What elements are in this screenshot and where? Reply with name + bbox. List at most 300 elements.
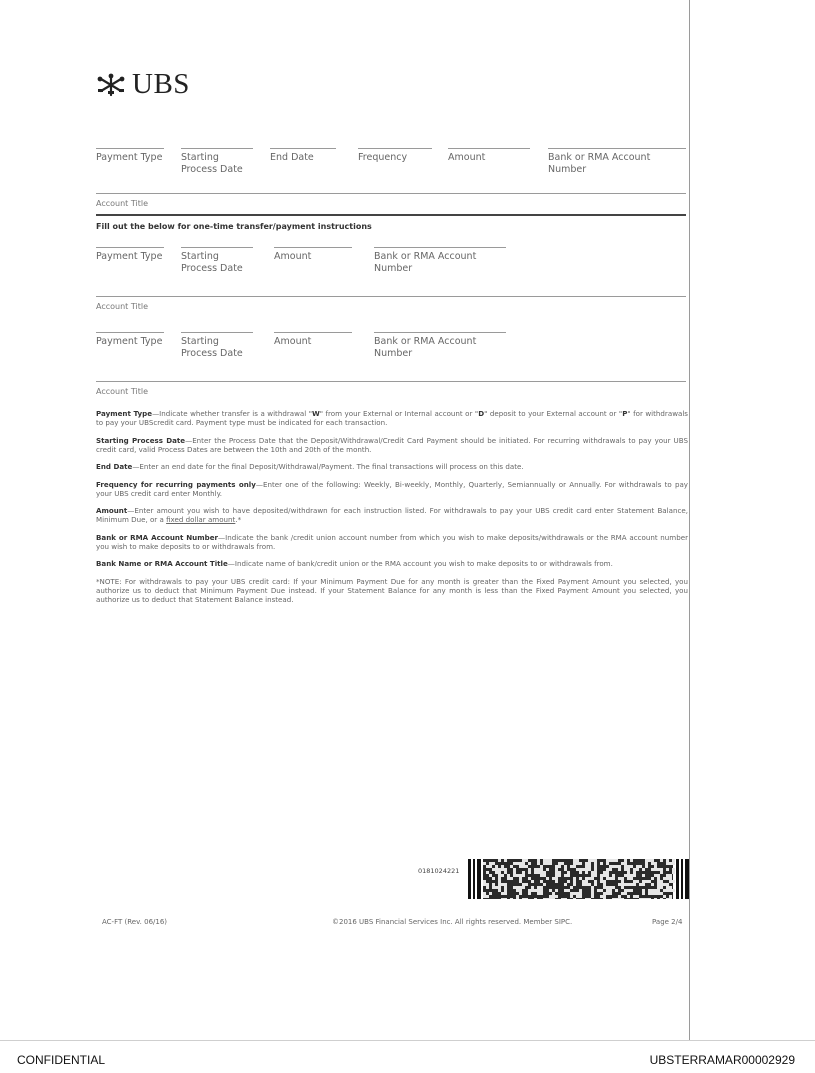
barcode-module — [498, 859, 501, 862]
barcode-module — [612, 877, 615, 880]
barcode-module — [669, 874, 672, 877]
barcode-module — [555, 895, 558, 898]
recurring-field-row — [96, 148, 686, 188]
barcode-module — [540, 868, 543, 871]
one-time-heading: Fill out the below for one-time transfer/payment instructions — [96, 222, 372, 231]
barcode-module — [639, 898, 642, 899]
barcode-module — [555, 877, 558, 880]
barcode-module — [516, 895, 519, 898]
barcode-module — [633, 874, 636, 877]
barcode-module — [552, 892, 555, 895]
barcode-module — [594, 862, 597, 865]
barcode-module — [588, 865, 591, 868]
barcode-module — [618, 877, 621, 880]
barcode-module — [585, 883, 588, 886]
barcode-module — [672, 868, 675, 871]
barcode-module — [510, 898, 513, 899]
barcode-module — [654, 892, 657, 895]
barcode-module — [495, 871, 498, 874]
barcode-module — [495, 865, 498, 868]
amount-field[interactable]: Amount — [274, 332, 352, 348]
barcode-module — [627, 868, 630, 871]
barcode-module — [606, 868, 609, 871]
barcode-module — [522, 859, 525, 862]
barcode-module — [645, 862, 648, 865]
barcode-module — [540, 886, 543, 889]
barcode-module — [501, 898, 504, 899]
barcode-module — [663, 883, 666, 886]
barcode-module — [657, 889, 660, 892]
barcode-module — [621, 877, 624, 880]
barcode-module — [501, 874, 504, 877]
barcode-module — [582, 880, 585, 883]
barcode-module — [537, 889, 540, 892]
barcode-module — [651, 883, 654, 886]
barcode-module — [519, 880, 522, 883]
barcode-module — [543, 859, 546, 862]
barcode-module — [582, 883, 585, 886]
barcode-module — [573, 898, 576, 899]
one-time-account-title-field-1[interactable]: Account Title — [96, 296, 686, 311]
barcode-module — [576, 895, 579, 898]
barcode-module — [666, 868, 669, 871]
barcode-module — [600, 877, 603, 880]
barcode-module — [603, 871, 606, 874]
barcode-module — [489, 874, 492, 877]
amount-field[interactable]: Amount — [274, 247, 352, 263]
barcode-module — [585, 880, 588, 883]
ubs-logo — [96, 68, 190, 101]
barcode-module — [591, 859, 594, 862]
payment-type-field[interactable]: Payment Type — [96, 332, 164, 348]
barcode-module — [516, 886, 519, 889]
barcode-module — [519, 892, 522, 895]
barcode-module — [627, 889, 630, 892]
barcode-module — [585, 862, 588, 865]
barcode-module — [603, 883, 606, 886]
starting-process-date-field[interactable]: Starting Process Date — [181, 247, 253, 275]
recurring-account-title-field[interactable]: Account Title — [96, 193, 686, 208]
one-time-field-row-2 — [96, 332, 686, 372]
barcode-module — [546, 862, 549, 865]
barcode-module — [651, 892, 654, 895]
barcode-module — [669, 889, 672, 892]
barcode-module — [609, 886, 612, 889]
barcode-module — [660, 892, 663, 895]
barcode-module — [654, 865, 657, 868]
barcode-module — [672, 880, 675, 883]
barcode-module — [594, 859, 597, 862]
barcode-module — [594, 868, 597, 871]
scan-bottom-rule — [0, 1040, 815, 1041]
barcode-module — [627, 874, 630, 877]
barcode-module — [540, 865, 543, 868]
barcode-module — [486, 871, 489, 874]
starting-process-date-field[interactable]: Starting Process Date — [181, 332, 253, 360]
barcode-module — [627, 871, 630, 874]
barcode-module — [630, 889, 633, 892]
one-time-field-row-1 — [96, 247, 686, 287]
barcode-module — [624, 859, 627, 862]
barcode-module — [627, 895, 630, 898]
barcode-module — [528, 892, 531, 895]
barcode-module — [660, 880, 663, 883]
barcode-module — [603, 895, 606, 898]
barcode-module — [660, 898, 663, 899]
barcode-module — [594, 874, 597, 877]
ubs-wordmark: UBS — [132, 68, 190, 100]
barcode-module — [657, 883, 660, 886]
barcode-module — [642, 868, 645, 871]
barcode-module — [534, 868, 537, 871]
barcode-module — [639, 883, 642, 886]
barcode-module — [591, 892, 594, 895]
barcode-module — [642, 892, 645, 895]
barcode-module — [537, 871, 540, 874]
barcode-module — [648, 859, 651, 862]
barcode-module — [651, 868, 654, 871]
barcode-module — [546, 877, 549, 880]
barcode-module — [618, 865, 621, 868]
barcode-module — [654, 874, 657, 877]
barcode-module — [663, 877, 666, 880]
barcode-module — [543, 883, 546, 886]
barcode-module — [672, 862, 675, 865]
barcode-module — [651, 859, 654, 862]
barcode-module — [537, 886, 540, 889]
barcode-module — [615, 889, 618, 892]
barcode-module — [609, 877, 612, 880]
barcode-module — [498, 880, 501, 883]
barcode-module — [564, 889, 567, 892]
barcode-module — [621, 898, 624, 899]
barcode-module — [666, 889, 669, 892]
barcode-module — [618, 868, 621, 871]
bank-account-number-field[interactable]: Bank or RMA Account Number — [548, 148, 686, 176]
barcode-module — [603, 880, 606, 883]
barcode-module — [507, 874, 510, 877]
barcode-module — [648, 880, 651, 883]
amount-field[interactable]: Amount — [448, 148, 530, 164]
barcode-module — [561, 898, 564, 899]
barcode-module — [528, 871, 531, 874]
definition-payment-type: Payment Type—Indicate whether transfer is a withdrawal "W" from your External or Internal account or "D" deposit to your External account or "P" for withdrawals to pay your UBScredit card. Payment type must be indicated for each transaction. — [96, 409, 689, 428]
barcode-module — [573, 862, 576, 865]
barcode-module — [594, 871, 597, 874]
barcode-module — [534, 889, 537, 892]
form-code: AC-FT (Rev. 06/16) — [102, 918, 168, 926]
barcode-module — [615, 859, 618, 862]
barcode-module — [672, 889, 675, 892]
barcode-module — [630, 859, 633, 862]
barcode-module — [486, 883, 489, 886]
barcode-module — [651, 877, 654, 880]
barcode-module — [645, 880, 648, 883]
barcode-module — [633, 868, 636, 871]
barcode-module — [558, 874, 561, 877]
end-date-field[interactable]: End Date — [270, 148, 336, 164]
barcode-module — [645, 898, 648, 899]
barcode-module — [525, 883, 528, 886]
barcode-module — [624, 892, 627, 895]
barcode-module — [579, 862, 582, 865]
barcode-module — [579, 892, 582, 895]
barcode-module — [582, 868, 585, 871]
barcode-module — [486, 895, 489, 898]
barcode-module — [627, 883, 630, 886]
barcode-module — [540, 889, 543, 892]
barcode-module — [642, 898, 645, 899]
barcode-module — [591, 877, 594, 880]
barcode-module — [570, 865, 573, 868]
barcode-module — [522, 871, 525, 874]
barcode-module — [549, 862, 552, 865]
barcode-module — [636, 895, 639, 898]
barcode-module — [516, 889, 519, 892]
definition-term: Frequency for recurring payments only — [96, 479, 256, 489]
barcode-module — [513, 886, 516, 889]
barcode-module — [606, 889, 609, 892]
barcode-module — [537, 862, 540, 865]
barcode-module — [615, 865, 618, 868]
barcode-module — [549, 898, 552, 899]
barcode-module — [666, 862, 669, 865]
barcode-module — [642, 880, 645, 883]
barcode-module — [567, 871, 570, 874]
barcode-module — [510, 877, 513, 880]
barcode-module — [540, 871, 543, 874]
barcode-module — [528, 868, 531, 871]
barcode-module — [660, 868, 663, 871]
definition-term: Bank or RMA Account Number — [96, 532, 219, 542]
barcode-module — [555, 868, 558, 871]
barcode-module — [660, 871, 663, 874]
barcode-module — [525, 859, 528, 862]
barcode-module — [609, 889, 612, 892]
barcode-module — [663, 895, 666, 898]
credit-card-note: *NOTE: For withdrawals to pay your UBS credit card: If your Minimum Payment Due for any month is greater than the Fixed Payment Amount you selected, you authorize us to deduct that Minimum Payment Due instead. If your Statement Balance for any month is less than the Fixed Payment Amount you selected, you authorize us to deduct that Statement Balance instead. — [96, 576, 688, 605]
barcode-module — [576, 868, 579, 871]
barcode-module — [654, 898, 657, 899]
barcode-module — [630, 874, 633, 877]
barcode-module — [579, 868, 582, 871]
barcode-module — [591, 874, 594, 877]
barcode-module — [552, 877, 555, 880]
payment-type-field[interactable]: Payment Type — [96, 148, 164, 164]
barcode-module — [645, 865, 648, 868]
barcode-module — [645, 859, 648, 862]
barcode-module — [564, 883, 567, 886]
barcode-module — [591, 895, 594, 898]
barcode-module — [627, 865, 630, 868]
barcode-module — [636, 868, 639, 871]
barcode-module — [609, 859, 612, 862]
barcode-module — [531, 886, 534, 889]
barcode-module — [546, 859, 549, 862]
barcode-module — [594, 883, 597, 886]
barcode-module — [498, 877, 501, 880]
barcode-module — [600, 874, 603, 877]
definition-term: Starting Process Date — [96, 435, 186, 445]
barcode-module — [537, 892, 540, 895]
barcode-module — [522, 865, 525, 868]
barcode-module — [654, 862, 657, 865]
barcode-module — [528, 862, 531, 865]
bank-account-number-field[interactable]: Bank or RMA Account Number — [374, 247, 506, 275]
barcode-module — [642, 874, 645, 877]
barcode-module — [525, 898, 528, 899]
one-time-account-title-field-2[interactable]: Account Title — [96, 381, 686, 396]
barcode-module — [552, 895, 555, 898]
barcode-module — [585, 898, 588, 899]
barcode-icon — [468, 859, 690, 899]
barcode-module — [642, 883, 645, 886]
barcode-module — [540, 892, 543, 895]
barcode-module — [573, 859, 576, 862]
barcode-module — [591, 871, 594, 874]
definition-end-date: End Date—Enter an end date for the final Deposit/Withdrawal/Payment. The final transactions will process on this date. — [96, 462, 524, 472]
barcode-module — [606, 862, 609, 865]
barcode-module — [483, 895, 486, 898]
barcode-module — [546, 898, 549, 899]
barcode-module — [513, 868, 516, 871]
barcode-module — [504, 859, 507, 862]
barcode-module — [504, 886, 507, 889]
barcode-module — [654, 889, 657, 892]
barcode-module — [555, 874, 558, 877]
barcode-module — [603, 874, 606, 877]
barcode-module — [666, 877, 669, 880]
barcode-module — [591, 886, 594, 889]
barcode-module — [483, 883, 486, 886]
barcode-module — [594, 880, 597, 883]
barcode-module — [579, 871, 582, 874]
barcode-module — [630, 865, 633, 868]
barcode-module — [651, 862, 654, 865]
barcode-number: 0181024221 — [418, 867, 460, 875]
barcode-module — [522, 862, 525, 865]
definition-term: Amount — [96, 506, 128, 516]
payment-type-field[interactable]: Payment Type — [96, 247, 164, 263]
barcode-module — [489, 865, 492, 868]
barcode-module — [660, 859, 663, 862]
barcode-module — [621, 886, 624, 889]
barcode-module — [621, 892, 624, 895]
barcode-module — [534, 871, 537, 874]
barcode-module — [609, 892, 612, 895]
barcode-module — [483, 880, 486, 883]
barcode-module — [486, 865, 489, 868]
barcode-module — [576, 859, 579, 862]
barcode-module — [522, 898, 525, 899]
definition-term: Payment Type — [96, 409, 153, 418]
barcode-module — [540, 880, 543, 883]
barcode-module — [609, 865, 612, 868]
barcode-module — [522, 874, 525, 877]
barcode-module — [660, 883, 663, 886]
barcode-module — [528, 889, 531, 892]
bates-number: UBSTERRAMAR00002929 — [649, 1053, 795, 1067]
page-number: Page 2/4 — [652, 918, 683, 926]
barcode-module — [648, 898, 651, 899]
barcode-module — [567, 874, 570, 877]
barcode-module — [549, 859, 552, 862]
barcode-module — [606, 877, 609, 880]
barcode-module — [600, 889, 603, 892]
barcode-module — [498, 874, 501, 877]
barcode-module — [540, 874, 543, 877]
barcode-module — [600, 880, 603, 883]
barcode-module — [600, 895, 603, 898]
barcode-module — [624, 862, 627, 865]
barcode-module — [489, 892, 492, 895]
barcode-module — [552, 898, 555, 899]
starting-process-date-field[interactable]: Starting Process Date — [181, 148, 253, 176]
barcode-module — [495, 868, 498, 871]
barcode-module — [666, 859, 669, 862]
barcode-module — [576, 892, 579, 895]
barcode-module — [669, 880, 672, 883]
barcode-module — [633, 883, 636, 886]
ubs-keys-icon — [96, 73, 126, 97]
barcode-module — [564, 874, 567, 877]
barcode-module — [636, 880, 639, 883]
barcode-module — [666, 874, 669, 877]
barcode-module — [531, 889, 534, 892]
barcode-module — [639, 865, 642, 868]
bank-account-number-field[interactable]: Bank or RMA Account Number — [374, 332, 506, 360]
barcode-module — [588, 877, 591, 880]
barcode-module — [513, 874, 516, 877]
barcode-module — [585, 877, 588, 880]
barcode-module — [537, 868, 540, 871]
barcode-module — [573, 892, 576, 895]
barcode-module — [483, 862, 486, 865]
section-divider — [96, 214, 686, 216]
barcode-module — [567, 880, 570, 883]
barcode-module — [519, 886, 522, 889]
barcode-module — [519, 889, 522, 892]
barcode-module — [624, 868, 627, 871]
barcode-module — [558, 865, 561, 868]
barcode-module — [546, 868, 549, 871]
barcode-module — [510, 865, 513, 868]
frequency-field[interactable]: Frequency — [358, 148, 432, 164]
barcode-module — [633, 895, 636, 898]
barcode-module — [495, 886, 498, 889]
barcode-module — [672, 871, 675, 874]
barcode-module — [633, 880, 636, 883]
barcode-module — [573, 877, 576, 880]
definition-bank-account-number: Bank or RMA Account Number—Indicate the bank /credit union account number from which you wish to make deposits/withdrawals or the RMA account number you wish to make deposits to or withdrawals from. — [96, 532, 688, 551]
barcode-module — [603, 892, 606, 895]
barcode-module — [567, 889, 570, 892]
barcode-module — [555, 871, 558, 874]
barcode-module — [534, 898, 537, 899]
barcode-module — [537, 859, 540, 862]
barcode-module — [585, 865, 588, 868]
barcode-module — [606, 874, 609, 877]
barcode-module — [522, 883, 525, 886]
barcode-module — [558, 862, 561, 865]
barcode-module — [603, 898, 606, 899]
barcode-module — [642, 889, 645, 892]
barcode-module — [621, 862, 624, 865]
barcode-module — [564, 868, 567, 871]
barcode-module — [579, 889, 582, 892]
barcode-module — [612, 865, 615, 868]
barcode-module — [588, 859, 591, 862]
